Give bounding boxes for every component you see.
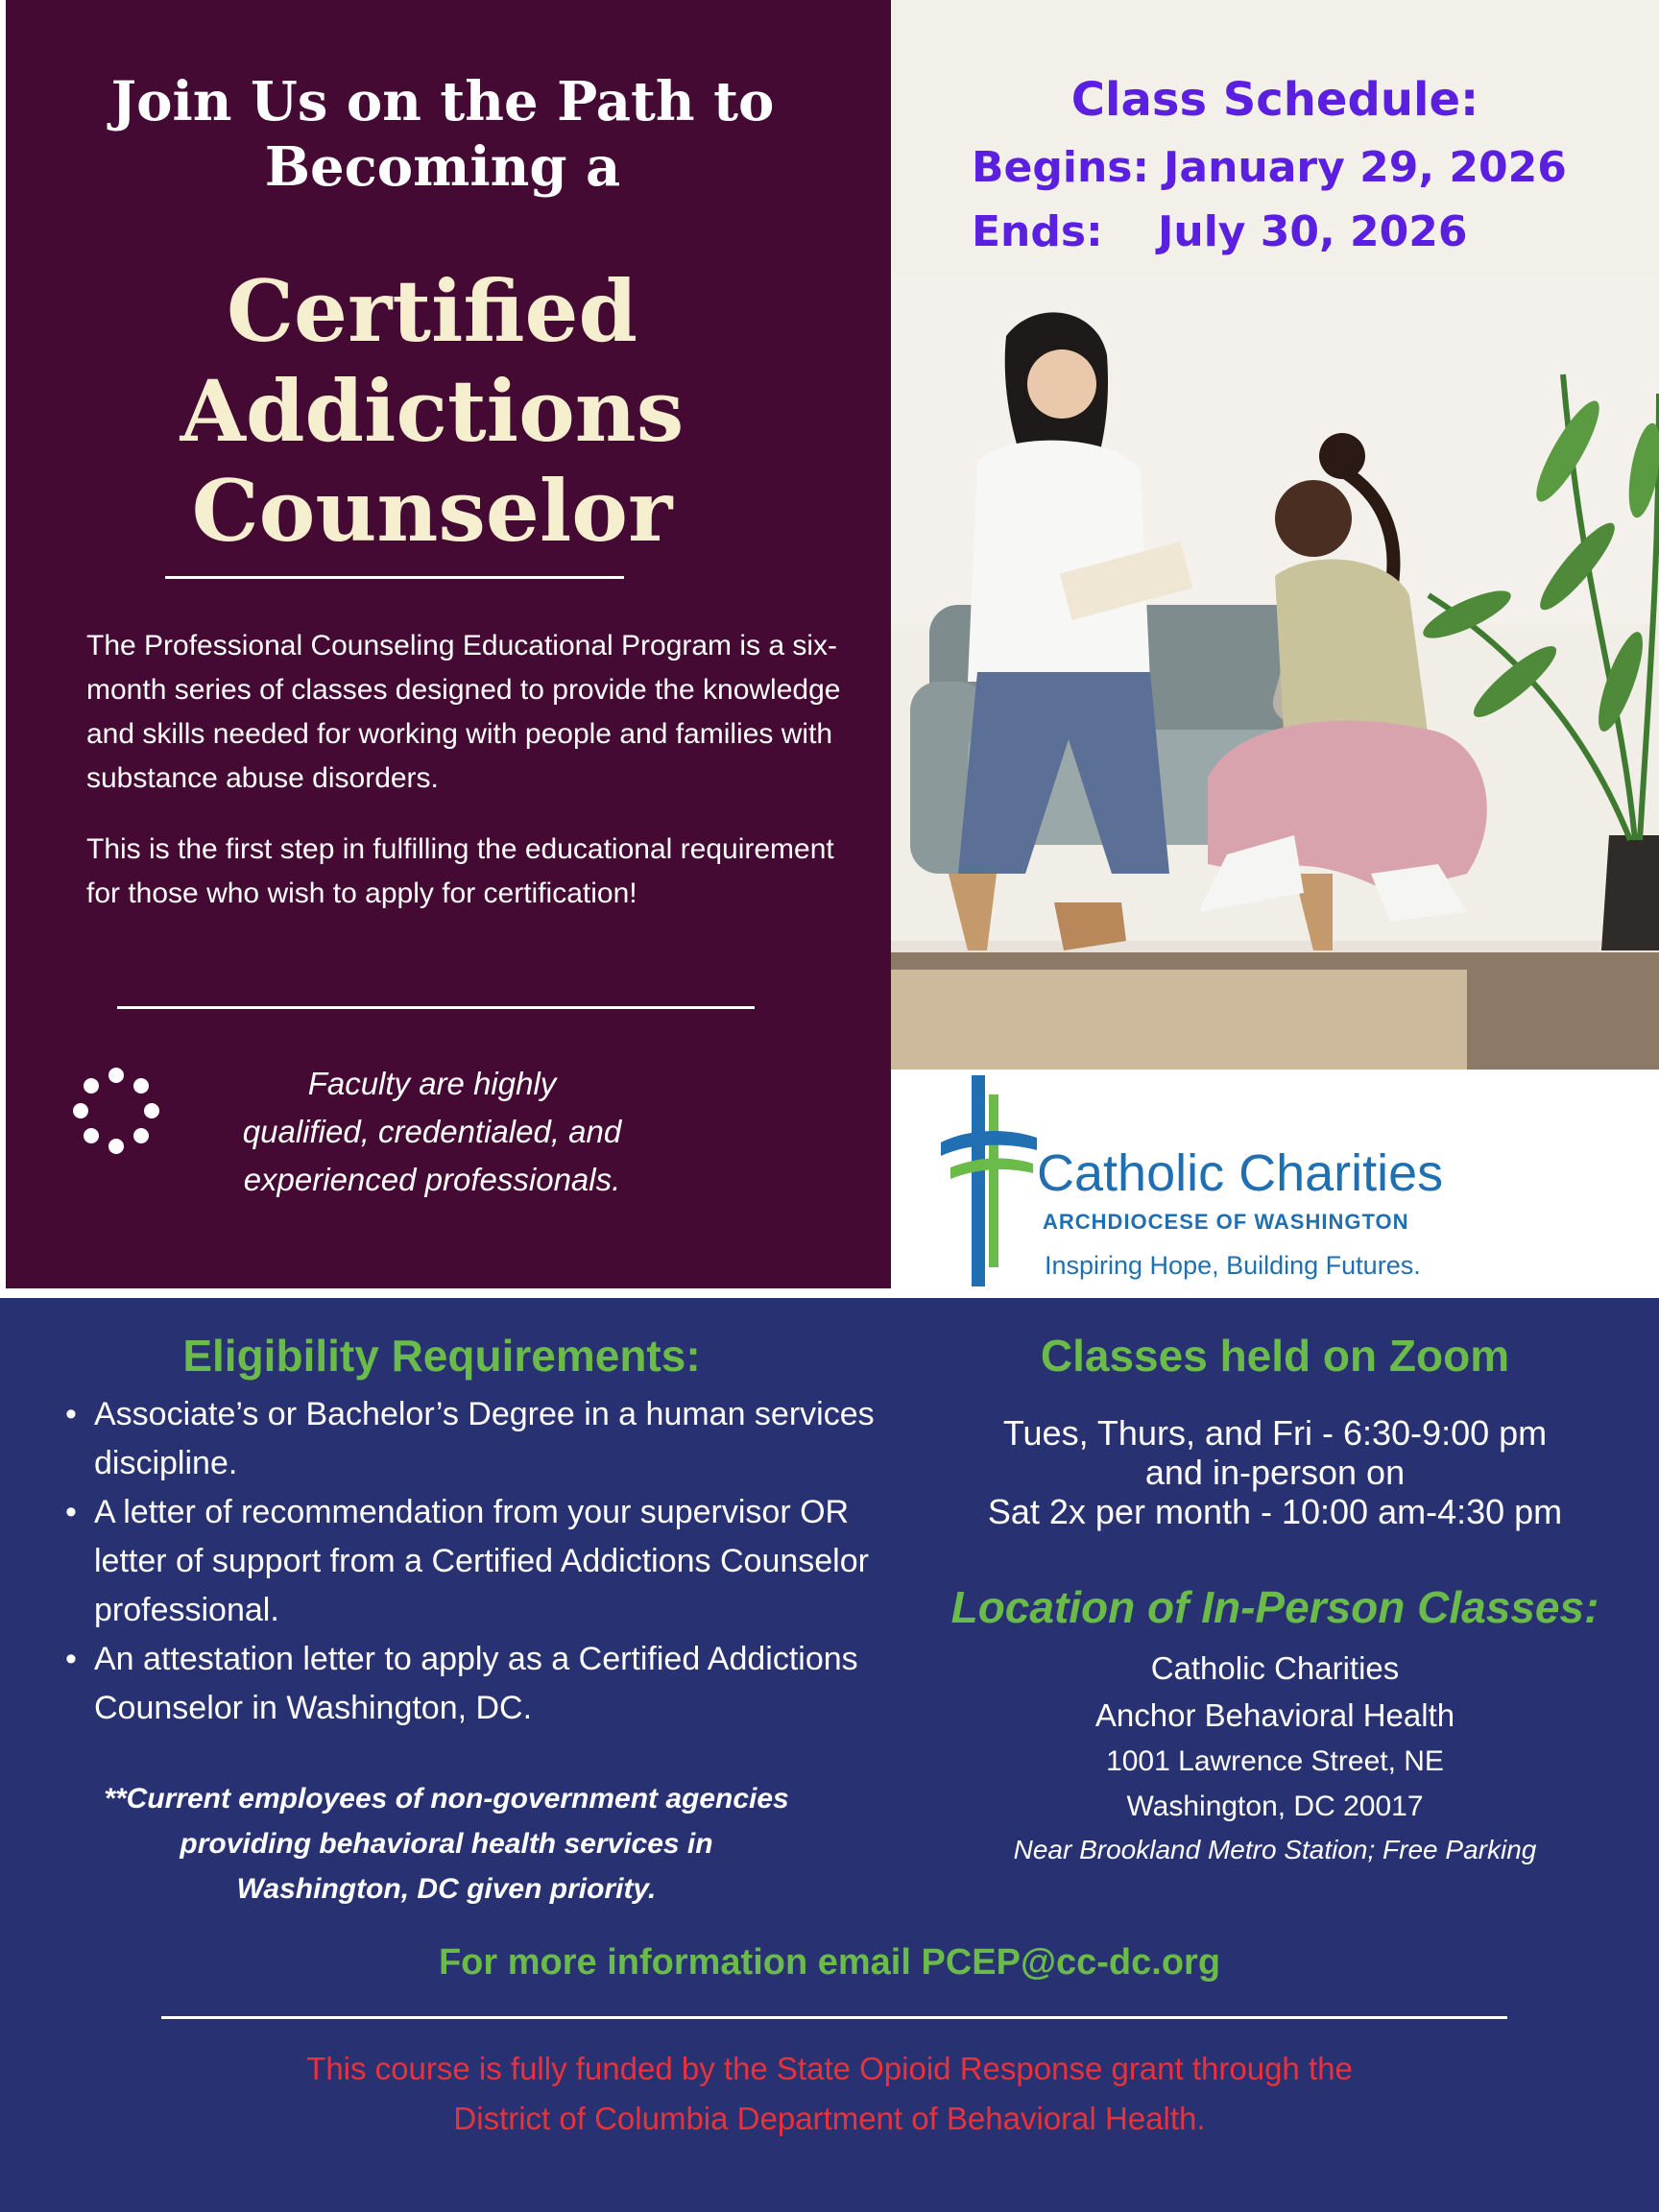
- list-item: • An attestation letter to apply as a Certified Addictions Counselor in Washington, DC.: [65, 1641, 858, 1726]
- location-line: Anchor Behavioral Health: [1094, 1697, 1455, 1733]
- faculty-statement: Faculty are highly qualified, credentialed, and experienced professionals.: [242, 1066, 622, 1197]
- location-title: Location of In-Person Classes:: [950, 1582, 1599, 1632]
- begins-date: January 29, 2026: [1164, 143, 1567, 192]
- eligibility-list: [58, 1390, 883, 1733]
- contact-email-line: For more information email PCEP@cc-dc.org: [438, 1942, 1221, 1983]
- certification-note: This is the first step in fulfilling the educational requirement for those who wish to apply for certification!: [86, 833, 834, 909]
- location-line: Catholic Charities: [1150, 1650, 1400, 1686]
- schedule-title: Class Schedule:: [1070, 73, 1479, 127]
- begins-label: Begins:: [972, 143, 1150, 192]
- zoom-schedule: Sat 2x per month - 10:00 am-4:30 pm: [987, 1492, 1563, 1531]
- org-tagline: Inspiring Hope, Building Futures.: [1045, 1251, 1421, 1280]
- ends-label: Ends:: [972, 207, 1103, 256]
- program-title: Certified: [227, 261, 637, 361]
- org-name: Catholic Charities: [1037, 1144, 1444, 1202]
- list-item: • Associate’s or Bachelor’s Degree in a human services discipline.: [65, 1396, 875, 1481]
- list-item: • A letter of recommendation from your supervisor OR letter of support from a Certified Addictions Counselor professional.: [65, 1494, 869, 1628]
- location-city: Washington, DC 20017: [1126, 1791, 1424, 1822]
- program-description: The Professional Counseling Educational Program is a six-month series of classes designed to provide the knowledge and skills needed for working with people and families with substance abuse disorders.: [86, 630, 841, 794]
- program-title: Addictions: [180, 361, 685, 461]
- funding-note: This course is fully funded by the State Opioid Response grant through the: [306, 2051, 1353, 2086]
- dotted-circle-icon: [73, 1068, 159, 1154]
- org-subtitle: ARCHDIOCESE OF WASHINGTON: [1043, 1210, 1409, 1234]
- cross-logo-icon: [941, 1075, 1037, 1286]
- zoom-title: Classes held on Zoom: [1040, 1331, 1510, 1381]
- zoom-schedule: and in-person on: [1144, 1453, 1406, 1492]
- panel-divider: [0, 1288, 891, 1298]
- program-title: Counselor: [191, 461, 673, 561]
- ends-date: July 30, 2026: [1158, 207, 1468, 256]
- eligibility-title: Eligibility Requirements:: [182, 1331, 701, 1381]
- priority-note: **Current employees of non-government agencies providing behavioral health services in Washington, DC given priority.: [104, 1783, 789, 1905]
- divider: [161, 2016, 1507, 2019]
- funding-note: District of Columbia Department of Behavioral Health.: [453, 2101, 1206, 2136]
- intro-line: Join Us on the Path to: [110, 70, 775, 133]
- intro-line: Becoming a: [264, 135, 621, 199]
- zoom-schedule: Tues, Thurs, and Fri - 6:30-9:00 pm: [1002, 1413, 1548, 1453]
- location-address: 1001 Lawrence Street, NE: [1106, 1745, 1444, 1777]
- location-note: Near Brookland Metro Station; Free Parking: [1013, 1835, 1537, 1864]
- divider: [165, 576, 624, 579]
- counseling-photo: [891, 278, 1659, 1070]
- divider: [117, 1006, 755, 1009]
